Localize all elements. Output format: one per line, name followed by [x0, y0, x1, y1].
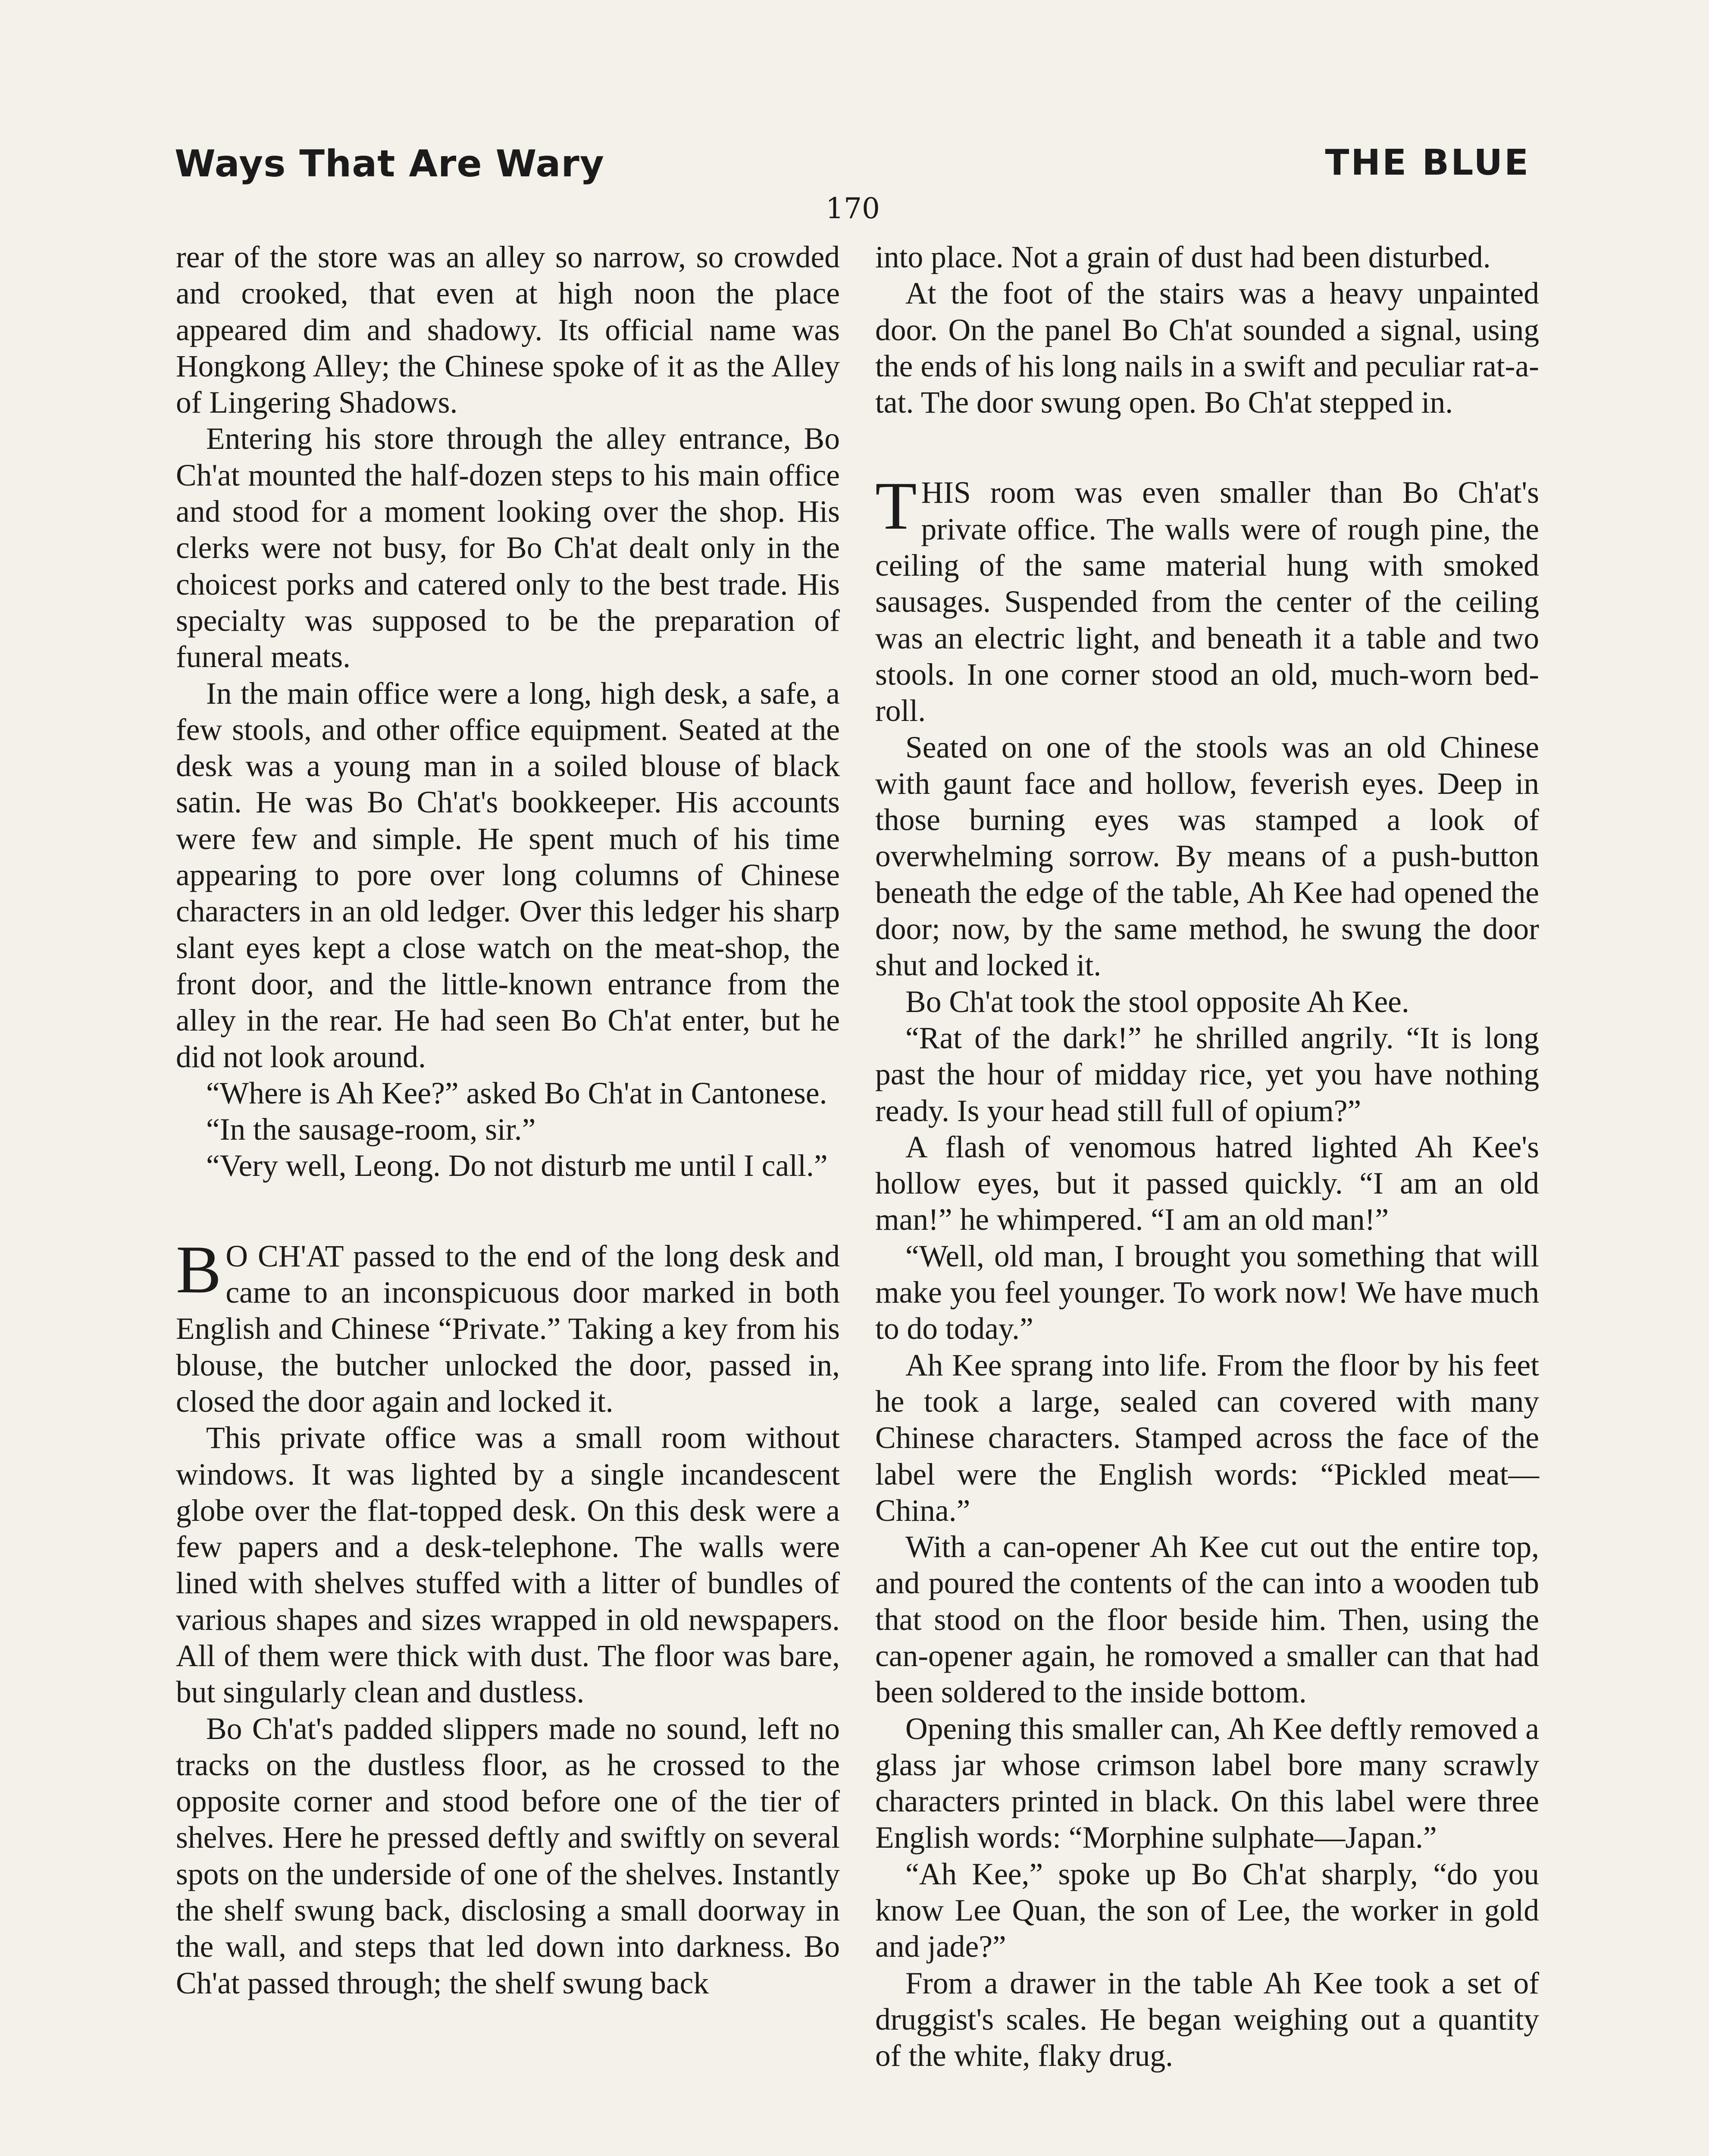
paragraph: With a can-opener Ah Kee cut out the entire top, and poured the contents of the can into a wooden tub that stood on the floor beside him. Then, using the can-opener again, he romoved a smaller can that had been soldered to the inside bottom.	[875, 1530, 1539, 1710]
paragraph-text: O CH'AT passed to the end of the long desk and came to an inconspicuous door marked in both English and Chinese “Private.” Taking a key from his blouse, the butcher unlocked the door, passed in, closed the door again and locked it.	[176, 1239, 840, 1419]
paragraph: into place. Not a grain of dust had been disturbed.	[875, 240, 1491, 274]
paragraph-text: HIS room was even smaller than Bo Ch'at's private office. The walls were of rough pine, the ceiling of the same material hung with smoked sausages. Suspended from the center of the ceiling was an electric light, and beneath it a table and two stools. In one corner stood an old, much-worn bed-roll.	[875, 476, 1539, 728]
paragraph: At the foot of the stairs was a heavy unpainted door. On the panel Bo Ch'at sounded a signal, using the ends of his long nails in a swift and peculiar rat-a-tat. The door swung open. Bo Ch'at stepped in.	[875, 276, 1539, 420]
drop-cap: T	[875, 468, 917, 544]
right-column	[875, 239, 1539, 2075]
paragraph: Bo Ch'at's padded slippers made no sound, left no tracks on the dustless floor, as he crossed to the opposite corner and stood before one of the tier of shelves. Here he pressed deftly and swiftly on several spots on the underside of one of the shelves. Instantly the shelf swung back, disclosing a small doorway in the wall, and steps that led down into darkness. Bo Ch'at passed through; the shelf swung back	[176, 1711, 840, 2000]
paragraph: Bo Ch'at took the stool opposite Ah Kee.	[905, 984, 1409, 1019]
paragraph: “Rat of the dark!” he shrilled angrily. “It is long past the hour of midday rice, yet you have nothing ready. Is your head still full of opium?”	[875, 1021, 1539, 1128]
magazine-title: THE BLUE	[1325, 142, 1530, 183]
paragraph: From a drawer in the table Ah Kee took a set of druggist's scales. He began weighing out a quantity of the white, flaky drug.	[875, 1966, 1539, 2073]
paragraph: A flash of venomous hatred lighted Ah Kee's hollow eyes, but it passed quickly. “I am an old man!” he whimpered. “I am an old man!”	[875, 1130, 1539, 1237]
paragraph: Seated on one of the stools was an old Chinese with gaunt face and hollow, feverish eyes. Deep in those burning eyes was stamped a look of overwhelming sorrow. By means of a push-button beneath the edge of the table, Ah Kee had opened the door; now, by the same method, he swung the door shut and locked it.	[875, 730, 1539, 983]
paragraph: In the main office were a long, high desk, a safe, a few stools, and other office equipment. Seated at the desk was a young man in a soiled blouse of black satin. He was Bo Ch'at's bookkeeper. His accounts were few and simple. He spent much of his time appearing to pore over long columns of Chinese characters in an old ledger. Over this ledger his sharp slant eyes kept a close watch on the meat-shop, the front door, and the little-known entrance from the alley in the rear. He had seen Bo Ch'at enter, but he did not look around.	[176, 676, 840, 1074]
paragraph: “Where is Ah Kee?” asked Bo Ch'at in Cantonese.	[206, 1076, 827, 1110]
paragraph: This private office was a small room without windows. It was lighted by a single incandescent globe over the flat-topped desk. On this desk were a few papers and a desk-telephone. The walls were lined with shelves stuffed with a litter of bundles of various shapes and sizes wrapped in old newspapers. All of them were thick with dust. The floor was bare, but singularly clean and dustless.	[176, 1421, 840, 1710]
paragraph: Opening this smaller can, Ah Kee deftly removed a glass jar whose crimson label bore many scrawly characters printed in black. On this label were three English words: “Morphine sulphate—Japan.”	[875, 1711, 1539, 1855]
page-number: 170	[826, 192, 880, 225]
paragraph: “Ah Kee,” spoke up Bo Ch'at sharply, “do you know Lee Quan, the son of Lee, the worker in gold and jade?”	[875, 1857, 1539, 1964]
story-title: Ways That Are Wary	[175, 142, 604, 185]
section-paragraph	[176, 1232, 840, 1420]
paragraph: “In the sausage-room, sir.”	[206, 1112, 536, 1147]
paragraph: Ah Kee sprang into life. From the floor by his feet he took a large, sealed can covered with many Chinese characters. Stamped across the face of the label were the English words: “Pickled meat—China.”	[875, 1348, 1539, 1528]
paragraph: rear of the store was an alley so narrow, so crowded and crooked, that even at high noon the place appeared dim and shadowy. Its official name was Hongkong Alley; the Chinese spoke of it as the Alley of Lingering Shadows.	[176, 240, 840, 420]
drop-cap: B	[176, 1232, 222, 1307]
paragraph: Entering his store through the alley entrance, Bo Ch'at mounted the half-dozen steps to his main office and stood for a moment looking over the shop. His clerks were not busy, for Bo Ch'at dealt only in the choicest porks and catered only to the best trade. His specialty was supposed to be the preparation of funeral meats.	[176, 422, 840, 674]
paragraph: “Very well, Leong. Do not disturb me until I call.”	[206, 1149, 828, 1183]
section-paragraph	[875, 468, 1539, 729]
left-column	[176, 239, 840, 2002]
paragraph: “Well, old man, I brought you something that will make you feel younger. To work now! We have much to do today.”	[875, 1239, 1539, 1346]
